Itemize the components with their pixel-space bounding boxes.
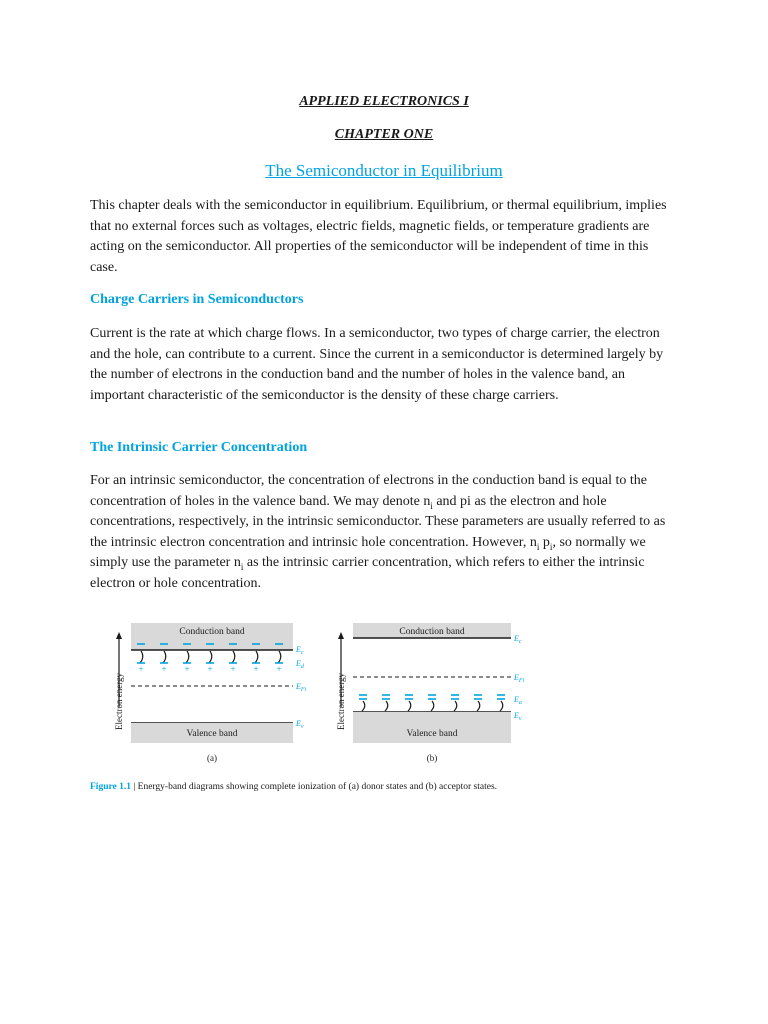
section-heading-charge-carriers: Charge Carriers in Semiconductors: [90, 292, 304, 307]
donor-ion: +: [161, 664, 167, 674]
panel-b-valence-label: Valence band: [406, 729, 458, 739]
donor-ion: +: [253, 664, 259, 674]
chapter-title: The Semiconductor in Equilibrium: [265, 161, 503, 180]
figure-caption-text: | Energy-band diagrams showing complete ionization of (a) donor states and (b) acceptor states.: [131, 782, 498, 792]
transition-arrow: [362, 701, 365, 711]
transition-arrow: [140, 651, 143, 663]
svg-text:Ev: $E_v$: [296, 719, 304, 730]
transition-arrow: [477, 701, 480, 711]
svg-text:Ev: $E_v$: [514, 711, 522, 722]
transition-arrow: [431, 701, 434, 711]
energy-band-figure: [105, 615, 545, 775]
donor-ion: +: [184, 664, 190, 674]
figure-caption: [90, 782, 497, 792]
donor-ion: +: [207, 664, 213, 674]
svg-text:Ed: $E_d$: [296, 659, 304, 670]
panel-a-sublabel: (a): [207, 753, 217, 763]
section-heading-intrinsic: The Intrinsic Carrier Concentration: [90, 440, 308, 455]
chapter-heading: CHAPTER ONE: [334, 127, 434, 142]
transition-arrow: [408, 701, 411, 711]
panel-a-axis-label: Electron energy: [114, 672, 124, 730]
panel-a: [114, 623, 307, 763]
transition-arrow: [186, 651, 189, 663]
intro-paragraph: This chapter deals with the semiconductor in equilibrium. Equilibrium, or thermal equilibrium, implies that no external forces such as voltages, electric fields, magnetic fields, or temperature gradients are acting on the semiconductor. All properties of the semiconductor will be independent of time in this case.: [90, 198, 667, 275]
figure-caption-label: Figure 1.1: [90, 782, 131, 792]
transition-arrow: [500, 701, 503, 711]
svg-text:EFi: $E_{Fi}$: [296, 682, 307, 693]
panel-b-sublabel: (b): [426, 753, 438, 763]
donor-ion: +: [138, 664, 144, 674]
transition-arrow: [278, 651, 281, 663]
transition-arrow: [255, 651, 258, 663]
panel-a-conduction-label: Conduction band: [179, 627, 245, 637]
donor-ion: +: [230, 664, 236, 674]
transition-arrow: [163, 651, 166, 663]
svg-text:Ea: $E_a$: [514, 695, 522, 706]
svg-text:EFi: $E_{Fi}$: [514, 673, 525, 684]
intrinsic-paragraph: For an intrinsic semiconductor, the concentration of electrons in the conduction band is equal to the concentration of holes in the valence band. We may denote $n_i$ and pi as the electron and hole concentrations, respectively, in the intrinsic semiconductor. These parameters are usually referred to as the intrinsic electron concentration and intrinsic hole concentration. However, $n_i$ $p_i$, so normally we simply use the parameter $n_i$ as the intrinsic carrier concentration, which refers to either the intrinsic electron or hole concentration.: [90, 473, 666, 591]
transition-arrow: [385, 701, 388, 711]
transition-arrow: [454, 701, 457, 711]
transition-arrow: [209, 651, 212, 663]
panel-b-conduction-label: Conduction band: [399, 627, 465, 637]
donor-ion: +: [276, 664, 282, 674]
svg-text:Ec: $E_c$: [296, 645, 304, 656]
panel-b-axis-label: Electron energy: [336, 672, 346, 730]
svg-text:Ec: $E_c$: [514, 634, 522, 645]
charge-carriers-paragraph: Current is the rate at which charge flows. In a semiconductor, two types of charge carrier, the electron and the hole, can contribute to a current. Since the current in a semiconductor is determined largely by the number of electrons in the conduction band and the number of holes in the valence band, an important characteristic of the semiconductor is the density of these charge carriers.: [90, 326, 664, 403]
course-heading: APPLIED ELECTRONICS I: [299, 94, 469, 109]
transition-arrow: [232, 651, 235, 663]
panel-a-valence-label: Valence band: [186, 729, 238, 739]
panel-b: [336, 623, 525, 763]
